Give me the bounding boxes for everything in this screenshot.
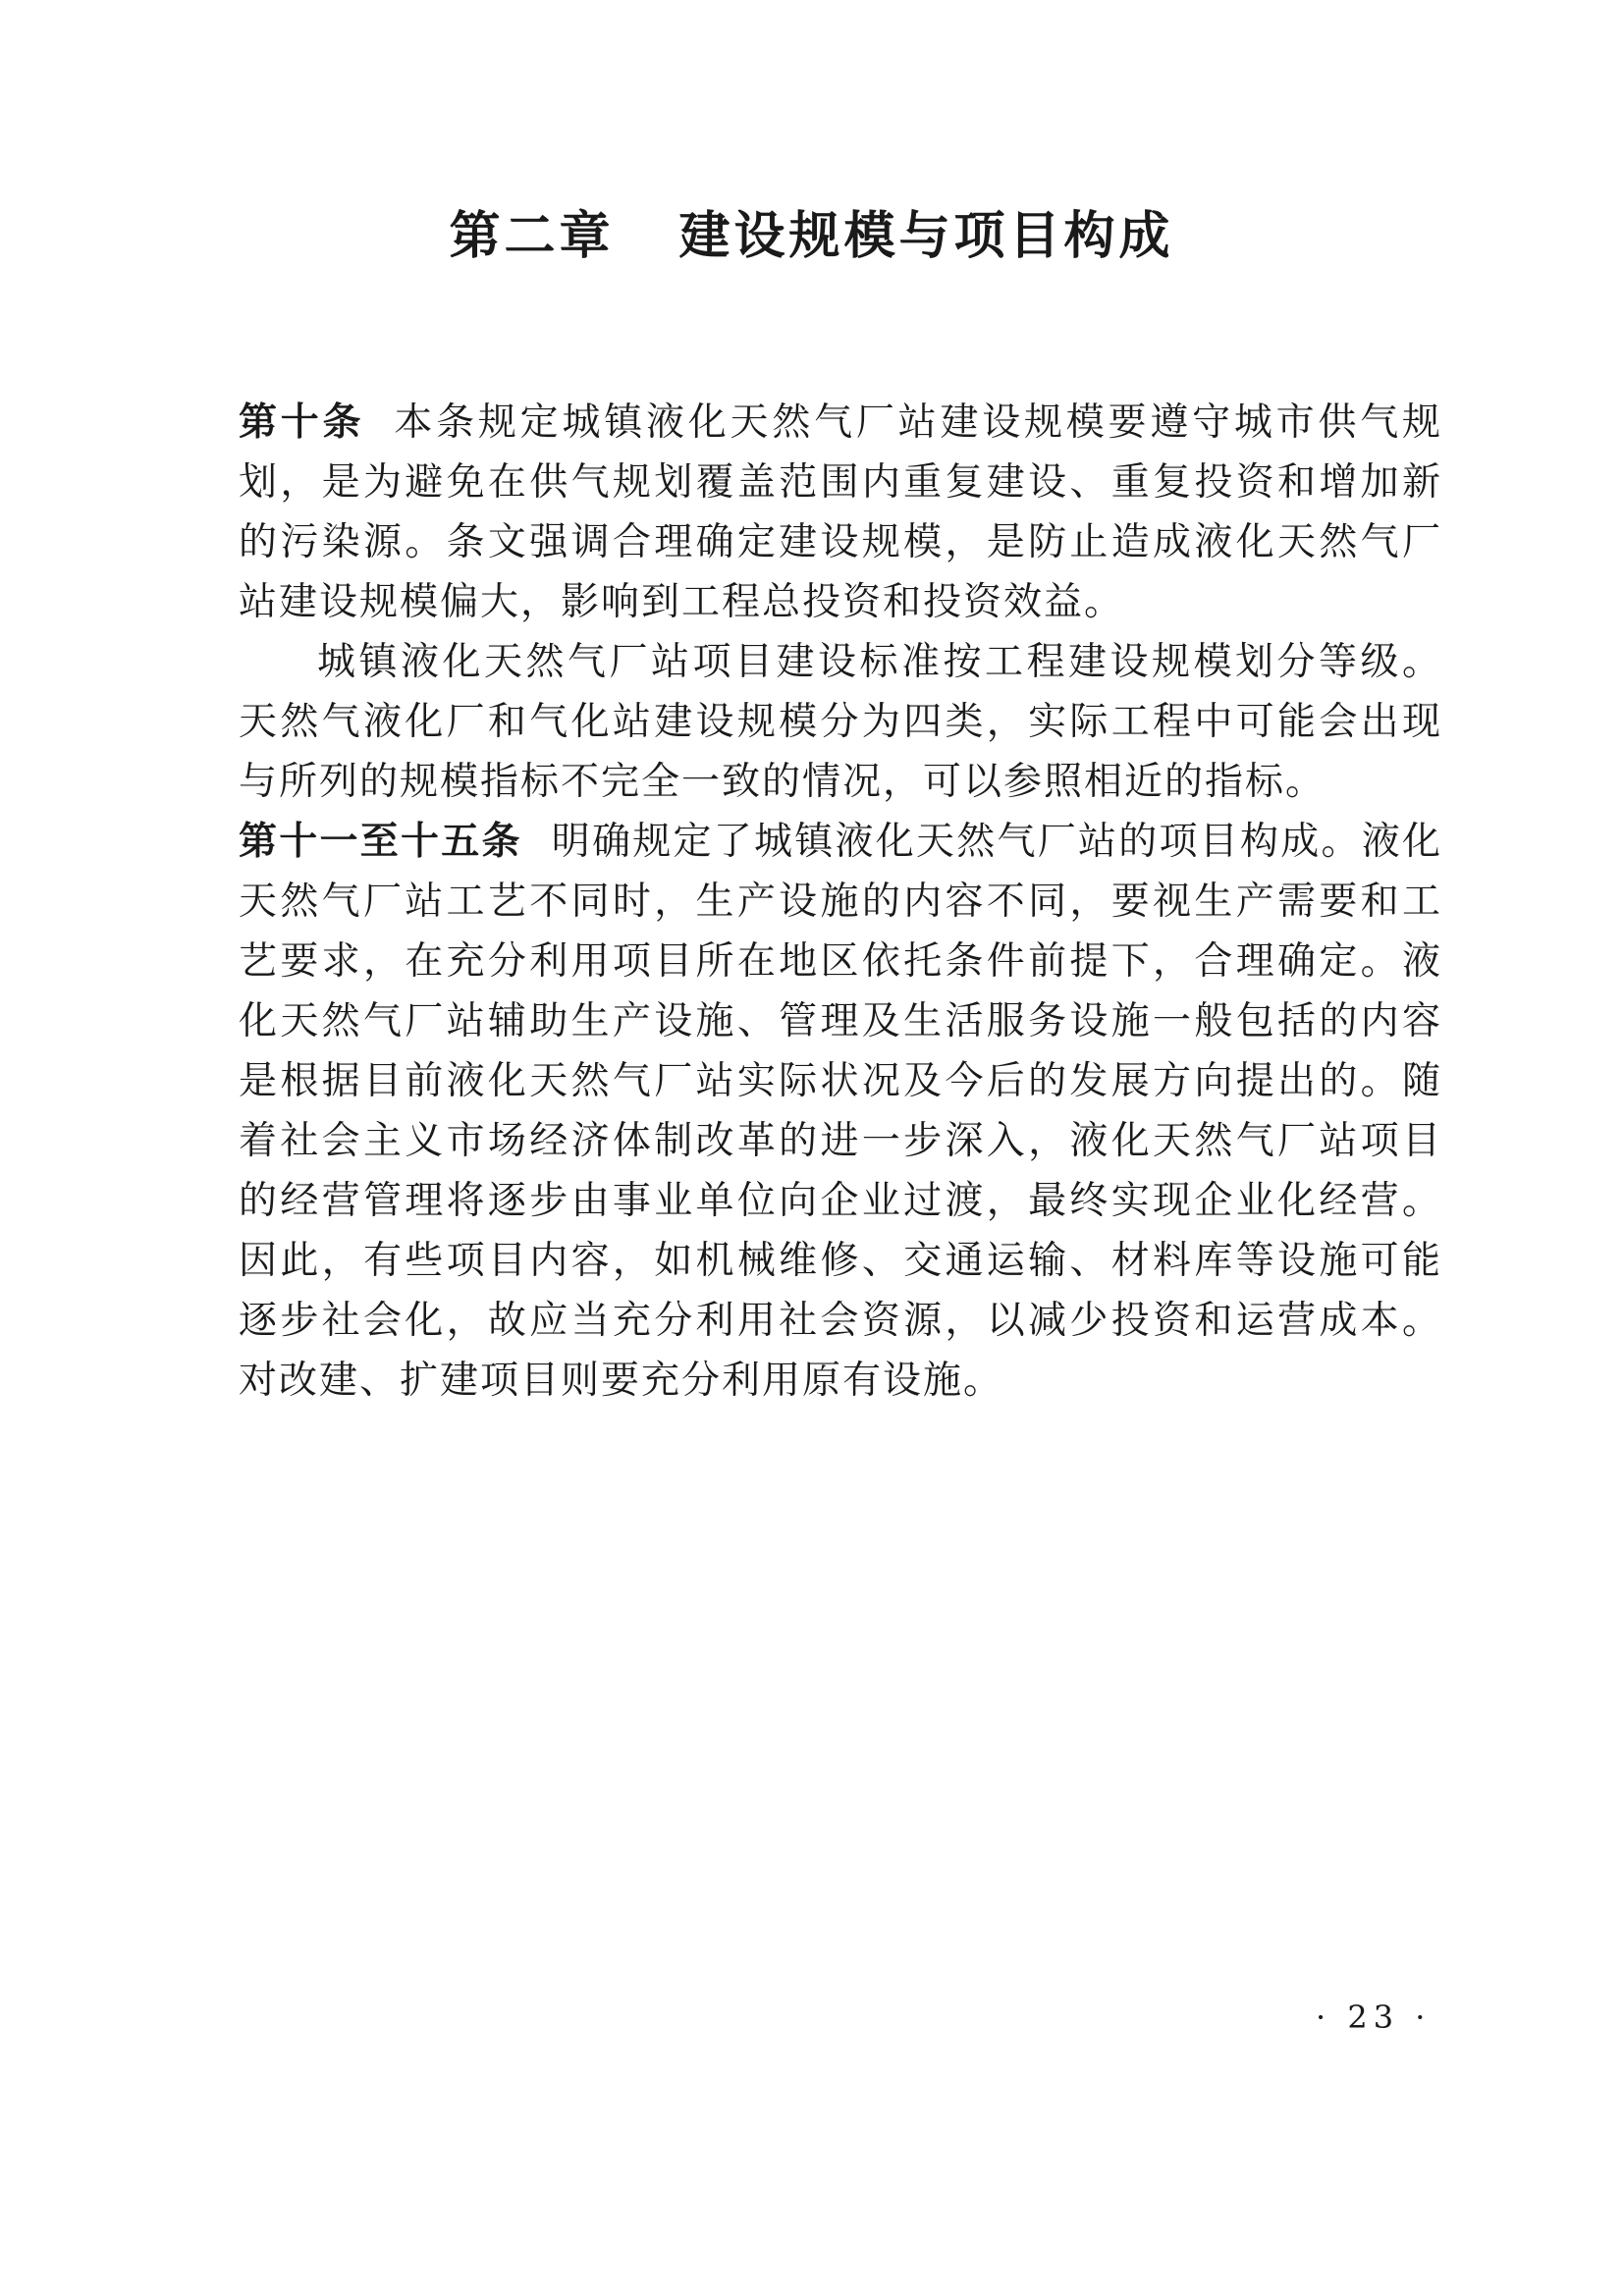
article-label: 第十一至十五条 — [239, 820, 522, 864]
chapter-number: 第二章 — [449, 207, 615, 266]
paragraph-text: 本条规定城镇液化天然气厂站建设规模要遵守城市供气规划，是为避免在供气规划覆盖范围内重复建设、重复投资和增加新的污染源。条文强调合理确定建设规模，是防止造成液化天然气厂站建设规模偏大，影响到工程总投资和投资效益。 — [239, 400, 1442, 624]
paragraph-articles-11-15 — [239, 812, 1442, 1411]
chapter-name: 建设规模与项目构成 — [678, 207, 1174, 266]
paragraph-scale-classification — [239, 632, 1442, 812]
paragraph-text: 城镇液化天然气厂站项目建设标准按工程建设规模划分等级。天然气液化厂和气化站建设规模分为四类，实际工程中可能会出现与所列的规模指标不完全一致的情况，可以参照相近的指标。 — [239, 640, 1442, 804]
paragraph-article-10 — [239, 393, 1442, 632]
chapter-title — [0, 194, 1623, 268]
body-text — [239, 393, 1442, 1411]
page-number: · 23 · — [1316, 1999, 1432, 2036]
article-label: 第十条 — [239, 400, 365, 445]
paragraph-text: 明确规定了城镇液化天然气厂站的项目构成。液化天然气厂站工艺不同时，生产设施的内容不同，要视生产需要和工艺要求，在充分利用项目所在地区依托条件前提下，合理确定。液化天然气厂站辅助生产设施、管理及生活服务设施一般包括的内容是根据目前液化天然气厂站实际状况及今后的发展方向提出的。随着社会主义市场经济体制改革的进一步深入，液化天然气厂站项目的经营管理将逐步由事业单位向企业过渡，最终实现企业化经营。因此，有些项目内容，如机械维修、交通运输、材料库等设施可能逐步社会化，故应当充分利用社会资源，以减少投资和运营成本。对改建、扩建项目则要充分利用原有设施。 — [239, 820, 1442, 1403]
